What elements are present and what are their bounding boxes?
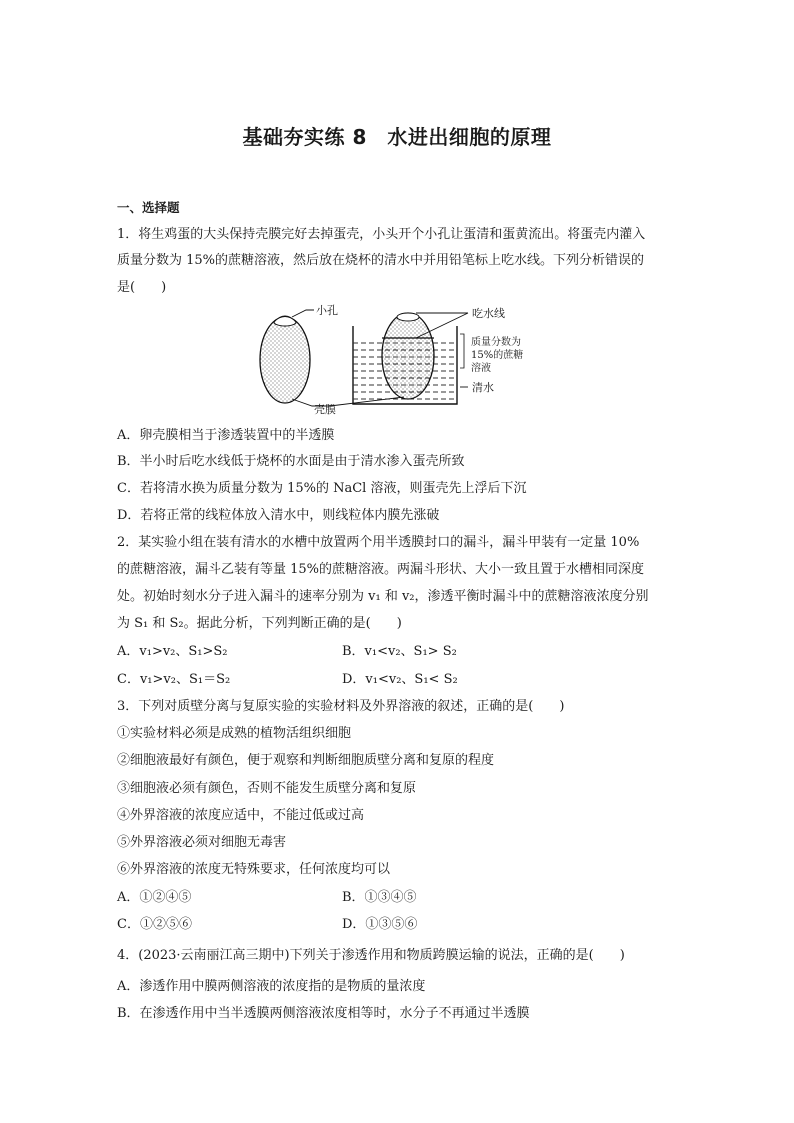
q3-statement-3: ③细胞液必须有颜色，否则不能发生质壁分离和复原 — [117, 781, 417, 796]
q4-stem: 4．(2023·云南丽江高三期中)下列关于渗透作用和物质跨膜运输的说法，正确的是( ) — [117, 948, 625, 963]
label-hole: 小孔 — [316, 304, 338, 317]
egg-osmosis-figure — [250, 304, 560, 422]
q3-option-d: D．①③⑤⑥ — [342, 917, 418, 932]
q3-option-c: C．①②⑤⑥ — [117, 917, 192, 932]
label-shell-membrane: 壳膜 — [314, 403, 336, 416]
q1-stem-line-2: 质量分数为 15%的蔗糖溶液，然后放在烧杯的清水中并用铅笔标上吃水线。下列分析错误的 — [117, 253, 645, 268]
q3-statement-4: ④外界溶液的浓度应适中，不能过低或过高 — [117, 808, 365, 823]
q2-stem-line-1: 2．某实验小组在装有清水的水槽中放置两个用半透膜封口的漏斗，漏斗甲装有一定量 10% — [117, 535, 640, 550]
q2-option-d: D．v₁<v₂、S₁< S₂ — [342, 672, 458, 687]
q1-option-b: B．半小时后吃水线低于烧杯的水面是由于清水渗入蛋壳所致 — [117, 454, 465, 469]
q2-stem-line-2: 的蔗糖溶液，漏斗乙装有等量 15%的蔗糖溶液。两漏斗形状、大小一致且置于水槽相同深度 — [117, 562, 645, 577]
q3-option-a: A．①②④⑤ — [117, 890, 192, 905]
page-title: 基础夯实练 8 水进出细胞的原理 — [242, 125, 552, 149]
q3-statement-6: ⑥外界溶液的浓度无特殊要求，任何浓度均可以 — [117, 862, 391, 877]
q2-stem-line-3: 处。初始时刻水分子进入漏斗的速率分别为 v₁ 和 v₂，渗透平衡时漏斗中的蔗糖溶液浓度分别 — [117, 589, 649, 604]
label-waterline: 吃水线 — [472, 307, 505, 320]
label-solution-1: 质量分数为 — [471, 337, 521, 348]
q2-stem-line-4: 为 S₁ 和 S₂。据此分析，下列判断正确的是( ) — [117, 616, 402, 631]
q1-option-d: D．若将正常的线粒体放入清水中，则线粒体内膜先涨破 — [117, 508, 440, 523]
q1-stem-line-3: 是( ) — [117, 280, 167, 295]
q3-stem: 3．下列对质壁分离与复原实验的实验材料及外界溶液的叙述，正确的是( ) — [117, 699, 565, 714]
q1-stem-line-1: 1．将生鸡蛋的大头保持壳膜完好去掉蛋壳，小头开个小孔让蛋清和蛋黄流出。将蛋壳内灌入 — [117, 227, 646, 242]
label-water: 清水 — [472, 381, 494, 394]
q2-option-a: A．v₁>v₂、S₁>S₂ — [117, 644, 228, 659]
egg-in-beaker — [382, 313, 434, 399]
egg-left — [260, 316, 310, 403]
label-solution-2: 15%的蔗糖 — [471, 350, 524, 361]
q2-option-b: B．v₁<v₂、S₁> S₂ — [342, 644, 457, 659]
q4-option-b: B．在渗透作用中当半透膜两侧溶液浓度相等时，水分子不再通过半透膜 — [117, 1006, 530, 1021]
section-heading: 一、选择题 — [117, 200, 180, 215]
q1-option-a: A．卵壳膜相当于渗透装置中的半透膜 — [117, 428, 335, 443]
q2-option-c: C．v₁>v₂、S₁＝S₂ — [117, 672, 231, 687]
q1-option-c: C．若将清水换为质量分数为 15%的 NaCl 溶液，则蛋壳先上浮后下沉 — [117, 481, 527, 496]
q3-statement-2: ②细胞液最好有颜色，便于观察和判断细胞质壁分离和复原的程度 — [117, 753, 495, 768]
q3-option-b: B．①③④⑤ — [342, 890, 417, 905]
label-solution-3: 溶液 — [471, 363, 491, 374]
q3-statement-5: ⑤外界溶液必须对细胞无毒害 — [117, 835, 287, 850]
q4-option-a: A．渗透作用中膜两侧溶液的浓度指的是物质的量浓度 — [117, 979, 426, 994]
q3-statement-1: ①实验材料必须是成熟的植物活组织细胞 — [117, 726, 352, 741]
